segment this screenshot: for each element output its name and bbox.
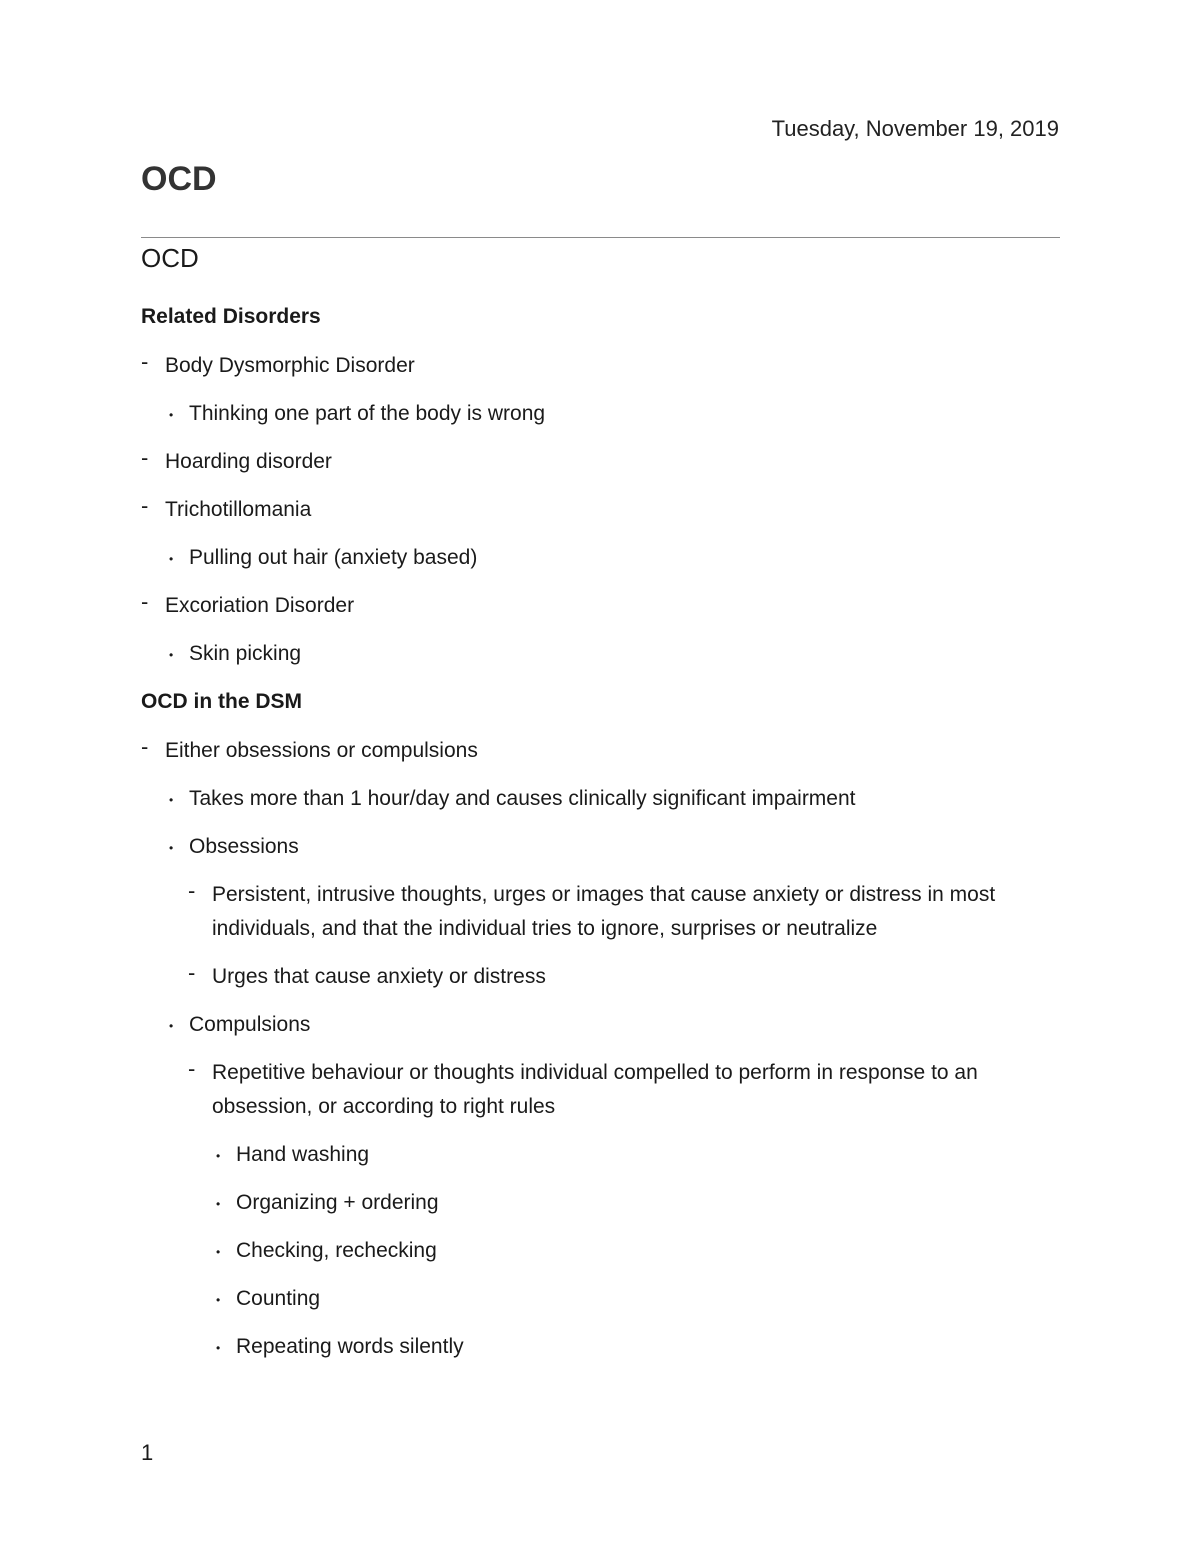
bullet-marker: • bbox=[169, 648, 174, 662]
bullet-marker: • bbox=[216, 1149, 221, 1163]
dash-marker: - bbox=[141, 589, 149, 614]
list-item-text: Skin picking bbox=[189, 642, 302, 665]
bullet-marker: • bbox=[216, 1197, 221, 1211]
list-item-text: Counting bbox=[236, 1287, 321, 1310]
list-item bbox=[141, 445, 1060, 479]
list-item bbox=[212, 1330, 1060, 1364]
dash-marker: - bbox=[188, 1056, 196, 1081]
list-item-text: Checking, rechecking bbox=[236, 1239, 437, 1262]
document-title: OCD bbox=[141, 160, 217, 198]
bullet-marker: • bbox=[169, 841, 174, 855]
list-item bbox=[188, 1056, 1060, 1124]
bullet-marker: • bbox=[216, 1245, 221, 1259]
list-item-text: Hoarding disorder bbox=[165, 450, 332, 473]
list-item-text: Compulsions bbox=[189, 1013, 311, 1036]
list-item bbox=[212, 1138, 1060, 1172]
bullet-marker: • bbox=[169, 1019, 174, 1033]
bullet-marker: • bbox=[216, 1293, 221, 1307]
list-item bbox=[165, 1008, 1060, 1042]
list-item bbox=[165, 397, 1060, 431]
dash-marker: - bbox=[141, 349, 149, 374]
list-item bbox=[165, 782, 1060, 816]
list-item-text: Hand washing bbox=[236, 1143, 370, 1166]
list-item bbox=[212, 1282, 1060, 1316]
list-item-text: Thinking one part of the body is wrong bbox=[189, 402, 546, 425]
list-item bbox=[165, 637, 1060, 671]
page-number: 1 bbox=[141, 1440, 154, 1465]
dsm-heading: OCD in the DSM bbox=[141, 690, 302, 713]
dash-marker: - bbox=[188, 960, 196, 985]
dash-marker: - bbox=[188, 878, 196, 903]
list-item-text: Repeating words silently bbox=[236, 1335, 464, 1358]
bullet-marker: • bbox=[169, 793, 174, 807]
list-item-text: Body Dysmorphic Disorder bbox=[165, 354, 415, 377]
list-item bbox=[212, 1234, 1060, 1268]
note-content bbox=[141, 300, 1060, 1378]
list-item-text: Organizing + ordering bbox=[236, 1191, 439, 1214]
list-item-text: Excoriation Disorder bbox=[165, 594, 355, 617]
list-item bbox=[188, 878, 1060, 946]
list-item-text: Persistent, intrusive thoughts, urges or images that cause anxiety or distress in most individuals, and that the individual tries to ignore, surprises or neutralize bbox=[212, 883, 996, 940]
list-item-text: Repetitive behaviour or thoughts individual compelled to perform in response to an obsession, or according to right rules bbox=[212, 1061, 978, 1118]
list-item bbox=[141, 734, 1060, 768]
bullet-marker: • bbox=[169, 552, 174, 566]
list-item bbox=[141, 493, 1060, 527]
list-item bbox=[141, 589, 1060, 623]
bullet-marker: • bbox=[169, 408, 174, 422]
list-item bbox=[165, 541, 1060, 575]
list-item bbox=[212, 1186, 1060, 1220]
bullet-marker: • bbox=[216, 1341, 221, 1355]
list-item-text: Trichotillomania bbox=[165, 498, 312, 521]
title-divider bbox=[141, 237, 1060, 238]
dash-marker: - bbox=[141, 734, 149, 759]
list-item bbox=[141, 349, 1060, 383]
list-item bbox=[165, 830, 1060, 864]
list-item-text: Urges that cause anxiety or distress bbox=[212, 965, 546, 988]
list-item bbox=[188, 960, 1060, 994]
section-title: OCD bbox=[141, 243, 199, 273]
dash-marker: - bbox=[141, 445, 149, 470]
dash-marker: - bbox=[141, 493, 149, 518]
related-disorders-heading: Related Disorders bbox=[141, 305, 321, 328]
list-item-text: Either obsessions or compulsions bbox=[165, 739, 478, 762]
list-item-text: Takes more than 1 hour/day and causes clinically significant impairment bbox=[189, 787, 856, 810]
list-item-text: Obsessions bbox=[189, 835, 299, 858]
list-item-text: Pulling out hair (anxiety based) bbox=[189, 546, 478, 569]
date: Tuesday, November 19, 2019 bbox=[771, 116, 1059, 141]
